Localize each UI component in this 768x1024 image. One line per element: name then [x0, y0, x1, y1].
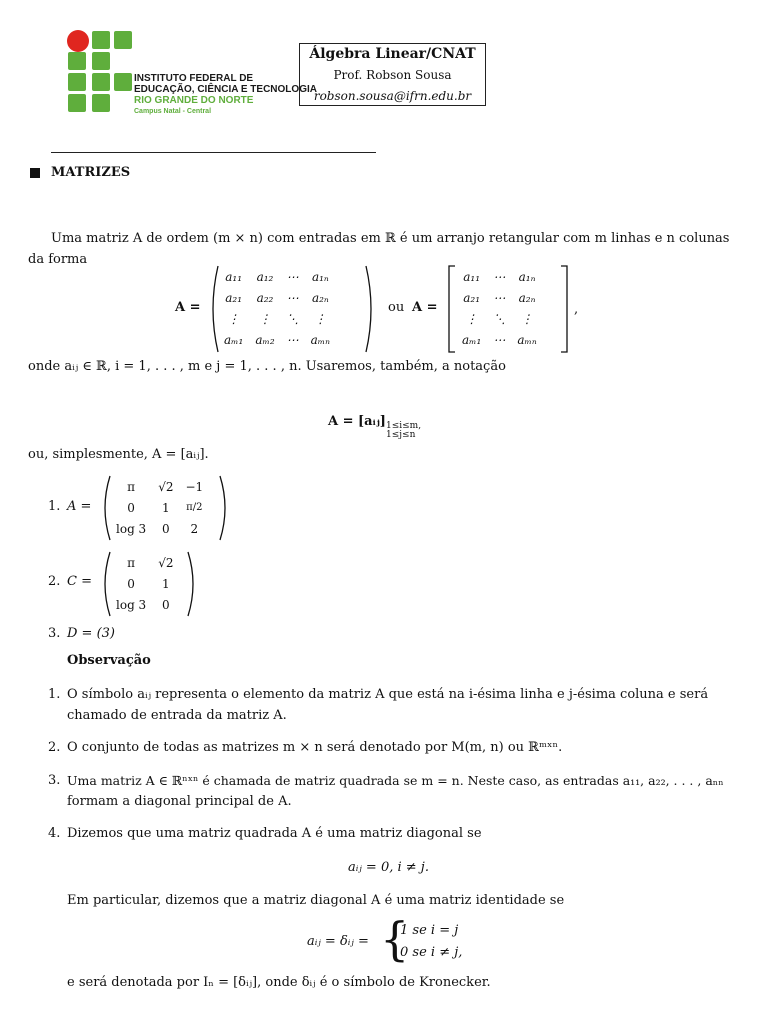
- logo-line: INSTITUTO FEDERAL DE: [134, 73, 254, 84]
- matrix-comma: ,: [574, 302, 579, 317]
- matrix-entry: a₂₁: [463, 290, 481, 305]
- observation-3-line-2: formam a diagonal principal de A.: [67, 794, 292, 809]
- observation-4-line-2: Em particular, dizemos que a matriz diagonal A é uma matriz identidade se: [67, 893, 565, 908]
- matrix-entry: 0: [162, 597, 170, 612]
- observation-number: 3.: [48, 773, 61, 788]
- or-simply-line: ou, simplesmente, A = [aᵢⱼ].: [28, 447, 209, 462]
- matrix-entry: −1: [185, 479, 204, 494]
- logo-square: [92, 94, 110, 112]
- example-2-matrix: [110, 552, 179, 615]
- example-1-matrix: [110, 476, 209, 539]
- matrix-entry: 1: [162, 500, 170, 515]
- logo-square: [68, 94, 86, 112]
- matrix-entry: a₁₂: [256, 269, 274, 284]
- observation-3-line-1: Uma matriz A ∈ ℝⁿˣⁿ é chamada de matriz quadrada se m = n. Neste caso, as entradas a₁₁, a₂₂, . . . , aₙₙ: [67, 773, 724, 788]
- logo-red-circle: [67, 30, 89, 52]
- matrix-entry: ⋯: [286, 332, 299, 347]
- matrix-entry: aₘ₂: [255, 332, 275, 347]
- divider: [51, 152, 376, 153]
- matrix-entry: ⋯: [493, 332, 506, 347]
- observation-number: 1.: [48, 687, 61, 702]
- course-title: Álgebra Linear/CNAT: [309, 46, 476, 62]
- matrix-entry: log 3: [116, 521, 147, 536]
- matrix-entry: 0: [162, 521, 170, 536]
- professor-email[interactable]: robson.sousa@ifrn.edu.br: [313, 89, 472, 103]
- intro-line-1: Uma matriz A de ordem (m × n) com entradas em ℝ é um arranjo retangular com m linhas e n colunas: [51, 231, 730, 246]
- matrix-lhs: A =: [175, 300, 201, 315]
- general-matrix-2: [456, 266, 543, 350]
- matrix-entry: ⋮: [227, 311, 240, 326]
- matrix-entry: 0: [127, 576, 135, 591]
- matrix-entry: a₂ₙ: [518, 290, 536, 305]
- logo-square: [92, 52, 110, 70]
- matrix-connector: ou: [388, 300, 405, 315]
- section-title: MATRIZES: [51, 165, 131, 180]
- cases-brace: {: [380, 912, 410, 966]
- matrix-entry: aₘ₁: [224, 332, 244, 347]
- professor-name: Prof. Robson Sousa: [333, 68, 452, 82]
- matrix-entry: ⋮: [314, 311, 327, 326]
- matrix-entry: ⋱: [286, 311, 299, 326]
- logo-square: [68, 52, 86, 70]
- matrix-entry: aₘₙ: [310, 332, 331, 347]
- observation-2-line-1: O conjunto de todas as matrizes m × n será denotado por M(m, n) ou ℝᵐˣⁿ.: [67, 740, 563, 755]
- observation-number: 2.: [48, 740, 61, 755]
- section-bullet: [30, 168, 40, 178]
- logo-line: RIO GRANDE DO NORTE: [134, 95, 254, 106]
- where-line: onde aᵢⱼ ∈ ℝ, i = 1, . . . , m e j = 1, . . . , n. Usaremos, também, a notação: [28, 359, 506, 374]
- course-header-box: [299, 43, 486, 106]
- example-3-text: D = (3): [67, 626, 115, 641]
- matrix-entry: a₂₁: [225, 290, 243, 305]
- example-number: 1.: [48, 499, 61, 514]
- matrix-entry: ⋯: [286, 290, 299, 305]
- matrix-entry: ⋯: [286, 269, 299, 284]
- matrix-entry: π: [127, 555, 136, 570]
- matrix-entry: ⋮: [258, 311, 271, 326]
- observation-1-line-1: O símbolo aᵢⱼ representa o elemento da matriz A que está na i-ésima linha e j-ésima coluna e será: [67, 687, 709, 702]
- matrix-entry: a₂₂: [256, 290, 274, 305]
- kronecker-case-1: 1 se i = j: [400, 923, 459, 938]
- diagonal-equation: aᵢⱼ = 0, i ≠ j.: [348, 860, 429, 875]
- matrix-entry: √2: [158, 479, 174, 494]
- notation-subscript: [386, 422, 421, 440]
- logo-square: [92, 31, 110, 49]
- matrix-entry: π: [127, 479, 136, 494]
- example-number: 2.: [48, 574, 61, 589]
- observation-number: 4.: [48, 826, 61, 841]
- matrix-entry: ⋯: [493, 269, 506, 284]
- matrix-entry: aₘₙ: [517, 332, 537, 347]
- logo-line: Campus Natal - Central: [134, 108, 212, 115]
- notation-main: A = [aᵢⱼ]: [328, 414, 386, 429]
- matrix-entry: ⋮: [521, 311, 534, 326]
- matrix-entry: aₘ₁: [462, 332, 482, 347]
- matrix-lhs-2: A =: [412, 300, 438, 315]
- matrix-entry: a₂ₙ: [311, 290, 329, 305]
- general-matrix: [218, 266, 336, 350]
- example-number: 3.: [48, 626, 61, 641]
- matrix-entry: √2: [158, 555, 174, 570]
- observation-title: Observação: [67, 653, 151, 668]
- observation-4-line-1: Dizemos que uma matriz quadrada A é uma matriz diagonal se: [67, 826, 482, 841]
- kronecker-case-2: 0 se i ≠ j,: [400, 945, 463, 960]
- matrix-entry: log 3: [116, 597, 147, 612]
- matrix-entry: a₁₁: [463, 269, 481, 284]
- matrix-entry: a₁₁: [225, 269, 243, 284]
- notation-sub-2: 1≤j≤n: [386, 430, 416, 440]
- matrix-entry: 1: [162, 576, 170, 591]
- matrix-entry: a₁ₙ: [311, 269, 329, 284]
- notation-sub-1: 1≤i≤m,: [386, 421, 422, 431]
- logo-square: [68, 73, 86, 91]
- example-lhs: C =: [67, 574, 92, 589]
- kronecker-lhs: aᵢⱼ = δᵢⱼ =: [307, 934, 369, 949]
- matrix-entry: π/2: [186, 502, 203, 513]
- matrix-entry: a₁ₙ: [518, 269, 536, 284]
- example-lhs: A =: [67, 499, 92, 514]
- logo-line: EDUCAÇÃO, CIÊNCIA E TECNOLOGIA: [134, 84, 317, 95]
- matrix-entry: ⋮: [465, 311, 478, 326]
- observation-1-line-2: chamado de entrada da matriz A.: [67, 708, 287, 723]
- matrix-entry: 2: [190, 521, 199, 536]
- logo-square: [114, 31, 132, 49]
- matrix-entry: 0: [127, 500, 135, 515]
- logo-text: [134, 73, 317, 117]
- matrix-entry: ⋱: [493, 311, 506, 326]
- intro-line-2: da forma: [28, 252, 88, 267]
- matrix-entry: ⋯: [493, 290, 506, 305]
- logo-square: [114, 73, 132, 91]
- observation-4-line-3: e será denotada por Iₙ = [δᵢⱼ], onde δᵢⱼ é o símbolo de Kronecker.: [67, 975, 491, 990]
- logo-square: [92, 73, 110, 91]
